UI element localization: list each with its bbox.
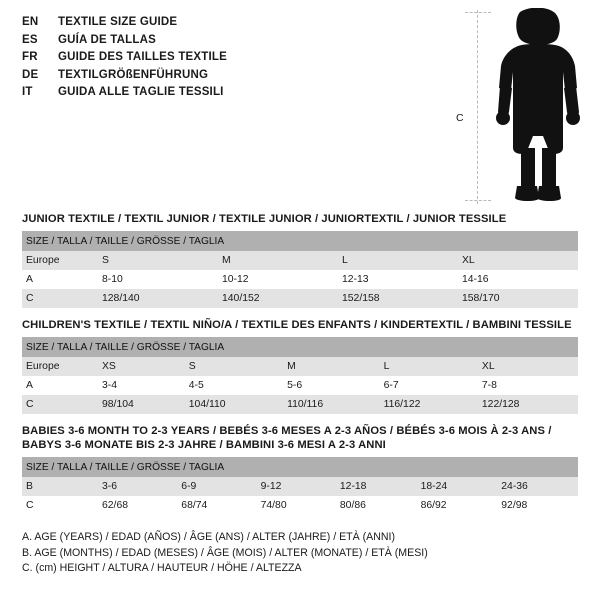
cell: XL [478,357,578,376]
table-header-row [22,231,578,251]
footnote-a: A. AGE (YEARS) / EDAD (AÑOS) / ÂGE (ANS) / ALTER (JAHRE) / ETÀ (ANNI) [22,531,395,543]
section-babies [22,424,578,515]
language-title: GUIDE DES TAILLES TEXTILE [58,51,227,63]
cell: L [338,251,458,270]
cell: 18-24 [417,477,498,496]
table-header-label: SIZE / TALLA / TAILLE / GRÖSSE / TAGLIA [22,457,578,477]
cell: 7-8 [478,376,578,395]
language-title: TEXTILGRÖßENFÜHRUNG [58,68,209,81]
table-row [22,289,578,308]
language-title: GUÍA DE TALLAS [58,33,156,46]
cell: 62/68 [98,496,177,515]
language-row [22,49,442,67]
language-row [22,84,442,102]
row-label: C [22,289,98,308]
cell: 98/104 [98,395,185,414]
measure-guide-line [477,10,478,204]
table-row [22,251,578,270]
cell: M [218,251,338,270]
table-row [22,477,578,496]
cell: 6-7 [380,376,478,395]
section-title: JUNIOR TEXTILE / TEXTIL JUNIOR / TEXTILE JUNIOR / JUNIORTEXTIL / JUNIOR TESSILE [22,213,507,225]
cell: S [98,251,218,270]
row-label: Europe [22,251,98,270]
footnotes [22,530,562,577]
cell: XL [458,251,578,270]
cell: M [283,357,380,376]
cell: 9-12 [257,477,336,496]
section-title: BABIES 3-6 MONTH TO 2-3 YEARS / BEBÉS 3-6 MESES A 2-3 AÑOS / BÉBÉS 3-6 MOIS À 2-3 ANS / BABYS 3-6 MONATE BIS 2-3 JAHRE / BAMBINI 3-6 MESI A 2-3 ANNI [22,425,552,451]
cell: XS [98,357,185,376]
row-label: C [22,496,98,515]
language-row [22,67,442,85]
footnote-b: B. AGE (MONTHS) / EDAD (MESES) / ÂGE (MOIS) / ALTER (MONATE) / ETÀ (MESI) [22,546,428,559]
cell: 80/86 [336,496,417,515]
language-row [22,14,442,32]
table-row [22,395,578,414]
table-row [22,496,578,515]
language-code: EN [22,16,39,28]
cell: 104/110 [185,395,283,414]
language-code: FR [22,51,38,63]
row-label: C [22,395,98,414]
table-row [22,357,578,376]
cell: S [185,357,283,376]
cell: 128/140 [98,289,218,308]
cell: 14-16 [458,270,578,289]
language-title: GUIDA ALLE TAGLIE TESSILI [58,86,224,98]
cell: 74/80 [257,496,336,515]
measure-label-c: C [456,112,464,124]
cell: 3-6 [98,477,177,496]
cell: 68/74 [177,496,256,515]
cell: 3-4 [98,376,185,395]
cell: 158/170 [458,289,578,308]
children-size-table [22,337,578,414]
section-junior [22,212,578,308]
row-label: Europe [22,357,98,376]
cell: 152/158 [338,289,458,308]
junior-size-table [22,231,578,308]
table-header-label: SIZE / TALLA / TAILLE / GRÖSSE / TAGLIA [22,231,578,251]
cell: 86/92 [417,496,498,515]
cell: 12-13 [338,270,458,289]
cell: 8-10 [98,270,218,289]
cell: 4-5 [185,376,283,395]
table-row [22,270,578,289]
language-code: IT [22,86,33,98]
section-title: CHILDREN'S TEXTILE / TEXTIL NIÑO/A / TEXTILE DES ENFANTS / KINDERTEXTIL / BAMBINI TESSILE [22,319,572,331]
table-header-row [22,337,578,357]
cell: 110/116 [283,395,380,414]
footnote-c: C. (cm) HEIGHT / ALTURA / HAUTEUR / HÖHE / ALTEZZA [22,562,302,574]
row-label: A [22,270,98,289]
table-row [22,376,578,395]
cell: 6-9 [177,477,256,496]
table-header-row [22,457,578,477]
row-label: A [22,376,98,395]
language-row [22,32,442,50]
row-label: B [22,477,98,496]
language-title-block [22,14,442,102]
cell: 92/98 [497,496,578,515]
table-header-label: SIZE / TALLA / TAILLE / GRÖSSE / TAGLIA [22,337,578,357]
cell: 10-12 [218,270,338,289]
section-children [22,318,578,414]
cell: 116/122 [380,395,478,414]
cell: 24-36 [497,477,578,496]
measurement-figure [455,8,595,208]
cell: L [380,357,478,376]
toddler-silhouette-icon [485,8,590,209]
size-tables [22,212,578,525]
cell: 122/128 [478,395,578,414]
cell: 140/152 [218,289,338,308]
babies-size-table [22,457,578,515]
language-title: TEXTILE SIZE GUIDE [58,16,178,28]
cell: 12-18 [336,477,417,496]
language-code: ES [22,33,38,46]
language-code: DE [22,68,39,81]
cell: 5-6 [283,376,380,395]
